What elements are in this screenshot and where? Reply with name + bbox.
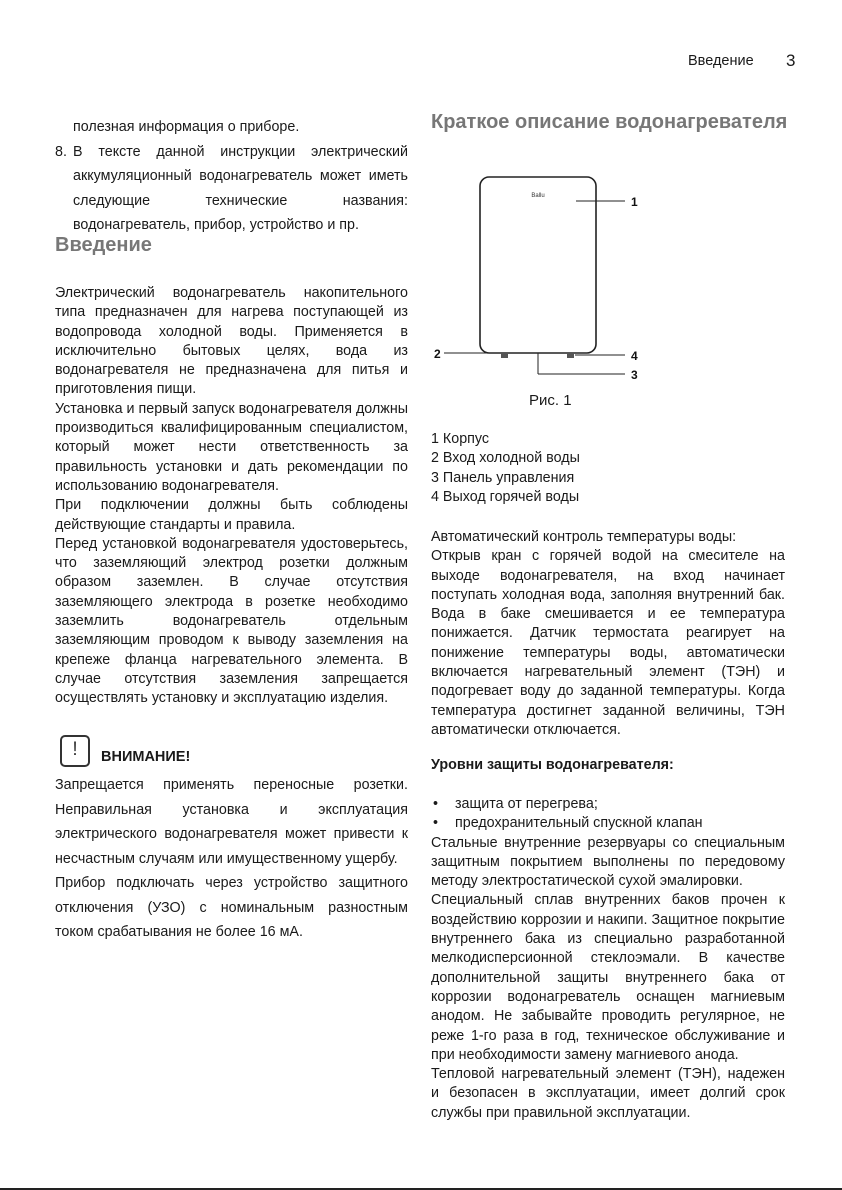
bullet-item (431, 814, 785, 833)
legend-item: 3 Панель управления (431, 469, 575, 486)
hot-outlet-pipe (567, 353, 574, 358)
brand-logo: Ballu (531, 193, 545, 199)
figure-caption: Рис. 1 (529, 392, 572, 409)
intro-paragraph: При подключении должны быть соблюдены действующие стандарты и правила. (55, 497, 408, 533)
intro-paragraph: Электрический водонагреватель накопительного типа предназначен для нагрева поступающей из водопровода холодной воды. Применяется в исключительно бытовых целях, вода из водонагревателя не предназначена для питья и приготовления пищи. (55, 285, 408, 398)
callout-2: 2 (434, 347, 441, 361)
list-item-8 (55, 140, 408, 238)
callout-4: 4 (631, 349, 638, 363)
warning-title: ВНИМАНИЕ! (101, 749, 191, 765)
heater-body (480, 177, 596, 353)
warning-icon: ! (60, 735, 90, 767)
continued-list (55, 115, 408, 238)
warning-body (55, 773, 408, 945)
water-heater-diagram (420, 170, 660, 390)
list-item-number: 8. (55, 143, 67, 160)
legend-item: 1 Корпус (431, 431, 490, 447)
list-item-text: В тексте данной инструкции электрический аккумуляционный водонагреватель может иметь следующие технические названия: водонагреватель, прибор, устройство и пр. (73, 143, 408, 233)
legend-item: 4 Выход горячей воды (431, 488, 580, 505)
protection-paragraph: Стальные внутренние резервуары со специальным защитным покрытием выполнены по передовому методу электростатической сухой эмалировки. (431, 834, 785, 890)
section-heading-brief-description: Краткое описание водонагревателя (431, 111, 788, 133)
auto-control-title: Автоматический контроль температуры воды: (431, 529, 737, 545)
protection-levels-heading: Уровни защиты водонагревателя: (431, 757, 674, 773)
bullet-item (431, 795, 785, 814)
callout-1: 1 (631, 195, 638, 209)
page-number: 3 (786, 51, 796, 70)
bullet-text: предохранительный спускной клапан (455, 815, 703, 832)
bullet-dot: • (433, 815, 439, 832)
protection-levels (431, 795, 785, 1123)
running-header-section: Введение (688, 53, 754, 69)
auto-temperature-control (431, 528, 785, 740)
protection-paragraph: Специальный сплав внутренних баков прочен к воздействию коррозии и накипи. Защитное покрытие внутреннего бака из специально разработанной мелкодисперсионной стеклоэмали. В качестве дополнительной защиты внутреннего бака от коррозии водонагреватель оснащен магниевым анодом. Не забывайте проводить регулярное, не реже 1-го раза в год, техническое обслуживание и при необходимости замену магниевого анода. (431, 892, 785, 1063)
warning-paragraph: Запрещается применять переносные розетки. Неправильная установка и эксплуатация электрического водонагревателя может привести к несчастным случаям или имущественному ущербу. (55, 777, 408, 867)
intro-paragraph: Установка и первый запуск водонагревателя должны производиться квалифицированным специалистом, который может нести ответственность за правильность установки и дать рекомендации по использованию водонагревателя. (55, 400, 408, 494)
section-heading-intro: Введение (55, 234, 152, 256)
bullet-dot: • (433, 796, 439, 812)
warning-paragraph: Прибор подключать через устройство защитного отключения (УЗО) с номинальным разностным током срабатывания не более 16 мА. (55, 875, 408, 940)
legend-item: 2 Вход холодной воды (431, 450, 580, 467)
intro-paragraph: Перед установкой водонагревателя удостоверьтесь, что заземляющий электрод розетки должным образом заземлен. В случае отсутствия заземляющего электрода в розетке необходимо заземлить водонагреватель отдельным заземляющим проводом к выводу заземления на крепеже фланца нагревательного элемента. В случае отсутствия заземления запрещается осуществлять установку и эксплуатацию изделия. (55, 535, 408, 707)
protection-paragraph: Тепловой нагревательный элемент (ТЭН), надежен и безопасен в эксплуатации, имеет долгий срок службы при правильной эксплуатации. (431, 1066, 785, 1121)
list-continuation-line: полезная информация о приборе. (73, 119, 300, 135)
bullet-text: защита от перегрева; (455, 796, 598, 812)
callout-3: 3 (631, 368, 638, 382)
figure-legend (431, 430, 785, 507)
cold-inlet-pipe (501, 353, 508, 358)
intro-body (55, 284, 408, 709)
auto-control-text: Открыв кран с горячей водой на смесителе на выходе водонагревателя, на вход начинает поступать холодная вода, заполняя внутренний бак. Вода в баке смешивается и ее температура понижается. Датчик термостата реагирует на понижение температуры воды, автоматически включается нагревательный элемент (ТЭН) и подогревает воду до заданной температуры. Когда температура достигнет заданной величины, ТЭН автоматически отключается. (431, 548, 785, 738)
